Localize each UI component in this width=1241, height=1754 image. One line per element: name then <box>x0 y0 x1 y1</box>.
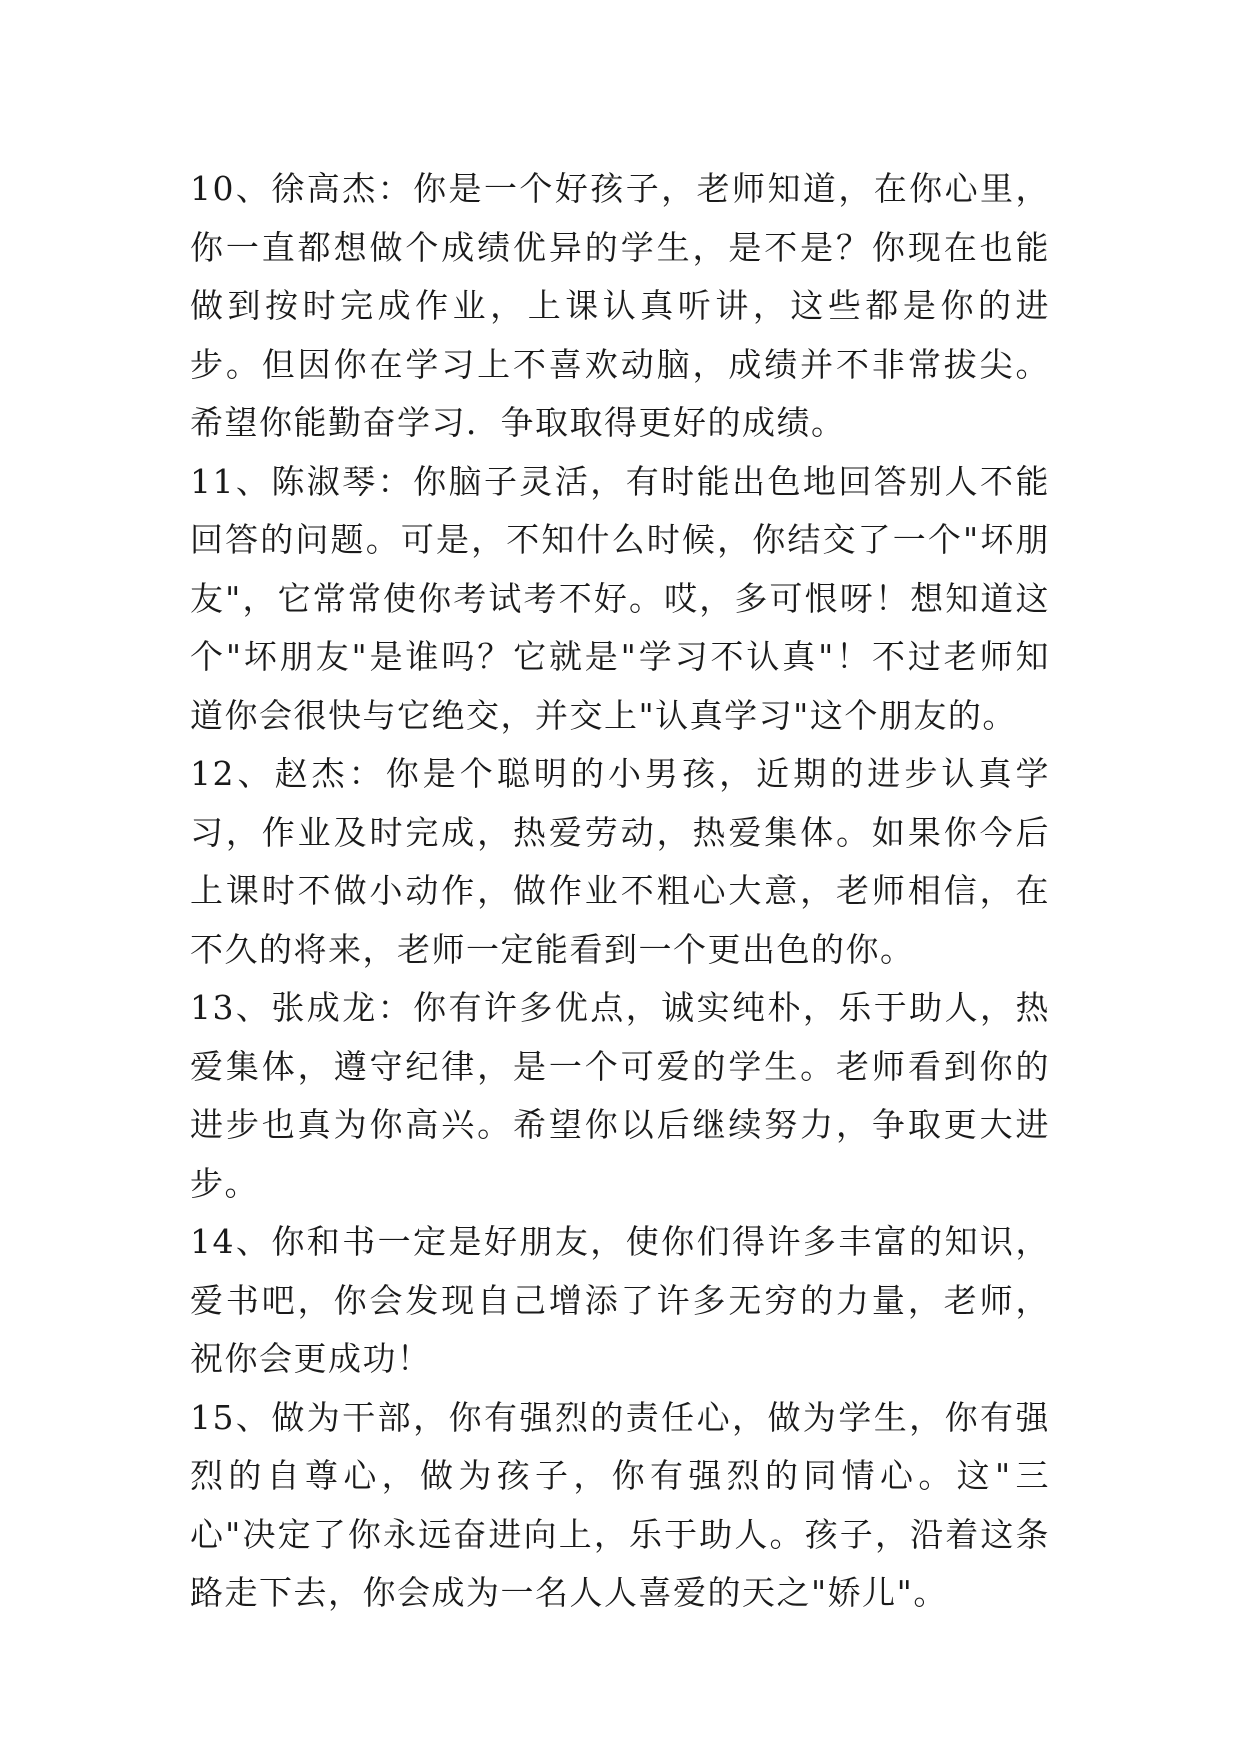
comment-paragraph-12: 12、赵杰：你是个聪明的小男孩，近期的进步认真学习，作业及时完成，热爱劳动，热爱集体。如果你今后上课时不做小动作，做作业不粗心大意，老师相信，在不久的将来，老师一定能看到一个更出色的你。 <box>190 754 1050 969</box>
comment-paragraph-11: 11、陈淑琴：你脑子灵活，有时能出色地回答别人不能回答的问题。可是，不知什么时候，你结交了一个"坏朋友"，它常常使你考试考不好。哎，多可恨呀！想知道这个"坏朋友"是谁吗？它就是"学习不认真"！不过老师知道你会很快与它绝交，并交上"认真学习"这个朋友的。 <box>190 461 1050 735</box>
document-body <box>190 160 1050 1623</box>
comment-paragraph-14: 14、你和书一定是好朋友，使你们得许多丰富的知识，爱书吧，你会发现自己增添了许多无穷的力量，老师，祝你会更成功！ <box>190 1222 1050 1378</box>
comment-paragraph-10: 10、徐高杰：你是一个好孩子，老师知道，在你心里，你一直都想做个成绩优异的学生，是不是？你现在也能做到按时完成作业，上课认真听讲，这些都是你的进步。但因你在学习上不喜欢动脑，成绩并不非常拔尖。希望你能勤奋学习．争取取得更好的成绩。 <box>190 169 1050 442</box>
comment-paragraph-15: 15、做为干部，你有强烈的责任心，做为学生，你有强烈的自尊心，做为孩子，你有强烈的同情心。这"三心"决定了你永远奋进向上，乐于助人。孩子，沿着这条路走下去，你会成为一名人人喜爱的天之"娇儿"。 <box>190 1397 1050 1612</box>
comment-paragraph-13: 13、张成龙：你有许多优点，诚实纯朴，乐于助人，热爱集体，遵守纪律，是一个可爱的学生。老师看到你的进步也真为你高兴。希望你以后继续努力，争取更大进步。 <box>190 988 1050 1203</box>
